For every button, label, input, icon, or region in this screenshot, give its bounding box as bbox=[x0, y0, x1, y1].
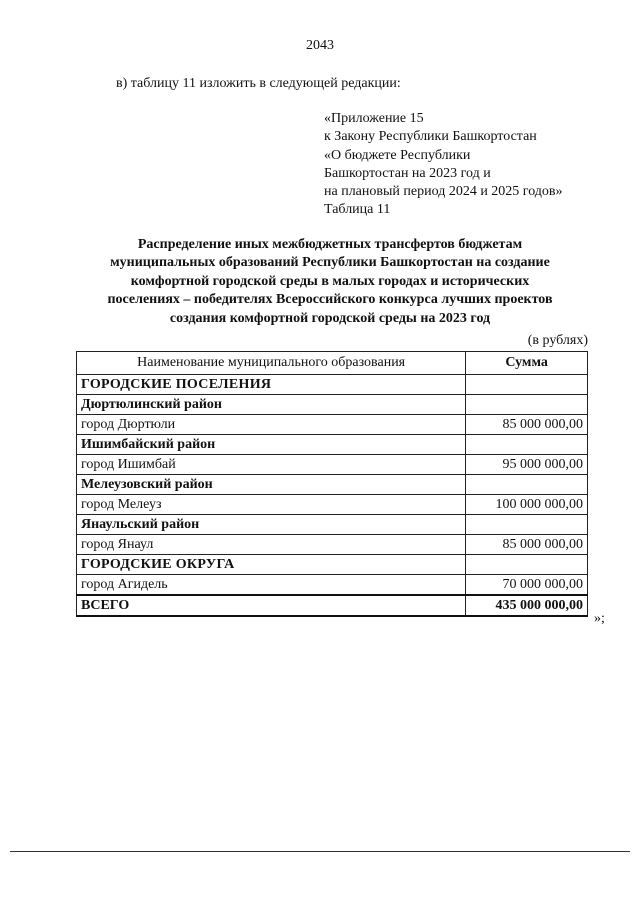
appendix-line: «Приложение 15 bbox=[324, 111, 424, 126]
heading-line: поселениях – победителях Всероссийского конкурса лучших проектов bbox=[107, 292, 553, 308]
row-amount: 100 000 000,00 bbox=[466, 495, 588, 515]
row-name: Ишимбайский район bbox=[77, 435, 466, 455]
row-amount: 95 000 000,00 bbox=[466, 455, 588, 475]
row-amount: 85 000 000,00 bbox=[466, 535, 588, 555]
appendix-line: на плановый период 2024 и 2025 годов» bbox=[324, 184, 563, 200]
row-name: Мелеузовский район bbox=[77, 475, 466, 495]
heading-line: создания комфортной городской среды на 2023 год bbox=[169, 310, 491, 326]
row-amount bbox=[466, 375, 588, 395]
row-amount bbox=[466, 515, 588, 535]
row-amount bbox=[466, 395, 588, 415]
table-heading bbox=[70, 236, 590, 328]
row-name: город Ишимбай bbox=[77, 455, 466, 475]
row-name: ГОРОДСКИЕ ПОСЕЛЕНИЯ bbox=[77, 375, 466, 395]
row-name: город Агидель bbox=[77, 575, 466, 596]
appendix-line: Таблица 11 bbox=[324, 202, 391, 218]
table-total-row bbox=[77, 595, 588, 616]
column-header-name: Наименование муниципального образования bbox=[77, 352, 466, 375]
row-amount bbox=[466, 435, 588, 455]
table-row bbox=[77, 415, 588, 435]
table-header-row bbox=[77, 352, 588, 375]
row-amount: 85 000 000,00 bbox=[466, 415, 588, 435]
transfers-table bbox=[76, 351, 588, 617]
table-row bbox=[77, 535, 588, 555]
row-name: ГОРОДСКИЕ ОКРУГА bbox=[77, 555, 466, 575]
row-amount bbox=[466, 475, 588, 495]
table-row bbox=[77, 455, 588, 475]
row-name: город Мелеуз bbox=[77, 495, 466, 515]
row-amount: 70 000 000,00 bbox=[466, 575, 588, 596]
row-name: город Дюртюли bbox=[77, 415, 466, 435]
intro-text: в) таблицу 11 изложить в следующей редакции: bbox=[116, 76, 401, 91]
page-bottom-rule bbox=[10, 851, 630, 852]
row-name: Дюртюлинский район bbox=[77, 395, 466, 415]
appendix-line: Башкортостан на 2023 год и bbox=[324, 165, 491, 181]
appendix-line: «О бюджете Республики bbox=[324, 147, 471, 163]
table-row bbox=[77, 575, 588, 596]
row-name: Янаульский район bbox=[77, 515, 466, 535]
appendix-line: к Закону Республики Башкортостан bbox=[324, 129, 537, 145]
table-row bbox=[77, 555, 588, 575]
table-row bbox=[77, 375, 588, 395]
heading-line: комфортной городской среды в малых городах и исторических bbox=[130, 273, 530, 289]
total-amount: 435 000 000,00 bbox=[466, 595, 588, 616]
heading-line: муниципальных образований Республики Башкортостан на создание bbox=[110, 255, 550, 271]
table-row bbox=[77, 515, 588, 535]
heading-line: Распределение иных межбюджетных трансфертов бюджетам bbox=[137, 237, 523, 252]
table-row bbox=[77, 395, 588, 415]
closing-quote: »; bbox=[594, 611, 605, 626]
total-label: ВСЕГО bbox=[77, 595, 466, 616]
page-number: 2043 bbox=[306, 38, 334, 53]
units-note: (в рублях) bbox=[527, 333, 588, 348]
row-amount bbox=[466, 555, 588, 575]
table-row bbox=[77, 495, 588, 515]
table-row bbox=[77, 435, 588, 455]
appendix-block bbox=[324, 110, 563, 220]
table-row bbox=[77, 475, 588, 495]
row-name: город Янаул bbox=[77, 535, 466, 555]
column-header-amount: Сумма bbox=[466, 352, 588, 375]
